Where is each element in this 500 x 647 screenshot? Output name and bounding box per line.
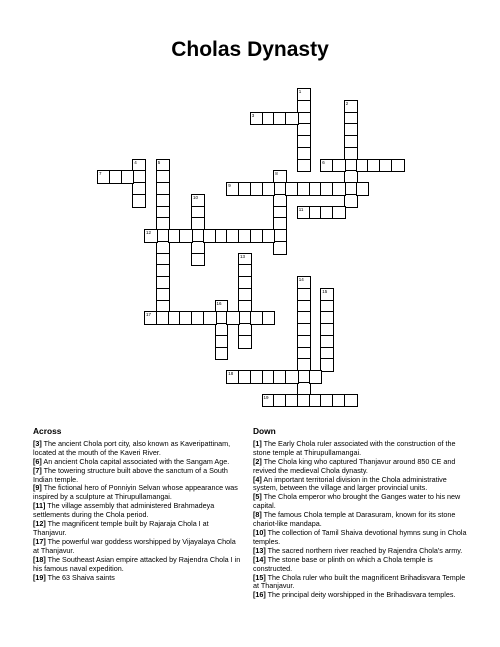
clue-number: [6] [33,456,42,466]
clue-number: [8] [253,510,262,520]
clue-text: The towering structure built above the sanctum of a South Indian temple. [33,465,228,484]
grid-cell[interactable] [144,229,158,243]
across-clue [33,484,243,502]
grid-cell[interactable] [203,311,217,325]
down-clue [253,529,469,547]
clue-text: The collection of Tamil Shaiva devotional hymns sung in Chola temples. [253,527,467,546]
clue-number: [17] [33,536,46,546]
grid-cell[interactable] [344,394,358,408]
clue-text: The principal deity worshipped in the Brihadisvara temples. [267,590,456,600]
cell-number: 12 [146,230,152,235]
down-heading: Down [253,426,276,436]
grid-cell[interactable] [262,311,276,325]
cell-number: 7 [99,171,102,177]
grid-cell[interactable] [262,229,276,243]
across-clue [33,520,243,538]
across-clue-list [33,440,243,583]
grid-cell[interactable] [320,358,334,372]
grid-cell[interactable] [356,182,370,196]
cell-number: 1 [298,89,302,94]
clue-text: The Chola emperor who brought the Ganges water to his new capital. [253,492,461,511]
clue-number: [1] [253,438,262,448]
across-clue [33,556,243,574]
grid-cell[interactable] [332,182,346,196]
clue-text: The fictional hero of Ponniyin Selvan whose appearance was inspired by a sculpture at Thirupullamangai. [33,483,238,502]
clue-text: The Early Chola ruler associated with the construction of the stone temple at Thirupullamangai. [253,438,456,457]
grid-cell[interactable] [391,159,405,173]
down-clues [253,427,469,600]
grid-cell[interactable] [215,347,229,361]
clue-number: [14] [253,554,266,564]
grid-cell[interactable] [238,335,252,349]
clue-number: [19] [33,572,46,582]
puzzle-title: Cholas Dynasty [171,38,329,61]
clue-number: [18] [33,554,46,564]
clue-number: [9] [33,483,42,493]
clue-number: [15] [253,572,266,582]
clue-number: [10] [253,527,266,537]
cell-number: 11 [298,206,304,212]
clue-number: [11] [33,501,46,511]
down-clue [253,458,469,476]
clue-text: The ancient Chola port city, also known as Kaveripattinam, located at the mouth of the Kaveri River. [33,438,231,457]
across-clue [33,574,243,583]
across-clue [33,538,243,556]
clue-text: The Southeast Asian empire attacked by Rajendra Chola I in his famous naval expedition. [33,554,241,573]
down-clue [253,574,469,592]
clue-text: The powerful war goddess worshipped by Vijayalaya Chola at Thanjavur. [33,536,236,555]
across-clue [33,502,243,520]
across-heading: Across [33,426,62,436]
cell-number: 3 [251,112,255,118]
cell-number: 10 [193,194,199,200]
grid-cell[interactable] [262,182,276,196]
down-clue [253,511,469,529]
cell-number: 8 [275,171,278,177]
clue-text: An important territorial division in the Chola administrative system, between the village and larger provincial units. [253,474,447,493]
cell-number: 18 [228,371,234,376]
cell-number: 19 [263,394,269,400]
cell-number: 14 [298,277,304,282]
grid-cell[interactable] [132,194,146,208]
clue-text: The stone base or plinth on which a Chola temple is constructed. [253,554,433,573]
grid-cell[interactable] [179,229,193,243]
grid-cell[interactable] [332,206,346,220]
grid-cell[interactable] [226,311,240,325]
clue-text: The magnificent temple built by Rajaraja Chola I at Thanjavur. [33,519,209,537]
grid-cell[interactable] [285,112,299,126]
clue-number: [2] [253,456,262,466]
down-clue [253,556,469,574]
grid-cell[interactable] [332,159,346,173]
clue-text: The 63 Shaiva saints [47,572,115,582]
clue-number: [16] [253,590,266,600]
grid-cell[interactable] [121,170,135,184]
cell-number: 2 [345,100,349,106]
clue-text: The Chola ruler who built the magnificent Brihadisvara Temple at Thanjavur. [253,572,466,591]
down-clue [253,591,469,600]
cell-number: 17 [146,312,152,318]
cell-number: 5 [157,159,161,165]
clue-text: An ancient Chola capital associated with the Sangam Age. [43,456,230,466]
clue-text: The sacred northern river reached by Rajendra Chola's army. [267,545,463,555]
clue-number: [13] [253,545,266,555]
cell-number: 13 [240,253,246,259]
cell-number: 4 [134,159,137,165]
clue-text: The famous Chola temple at Darasuram, known for its stone chariot-like mandapa. [253,510,456,529]
across-clues [33,427,243,582]
clue-number: [12] [33,519,46,529]
down-clue [253,476,469,494]
clue-number: [5] [253,492,262,502]
grid-cell[interactable] [344,194,358,208]
grid-cell[interactable] [297,159,311,173]
across-clue [33,440,243,458]
grid-cell[interactable] [273,241,287,255]
cell-number: 6 [322,159,325,165]
grid-cell[interactable] [309,370,323,384]
cell-number: 16 [216,300,222,306]
cell-number: 9 [228,183,231,188]
clue-text: The Chola king who captured Thanjavur around 850 CE and revived the medieval Chola dynasty. [253,456,456,475]
down-clue-list [253,440,469,600]
clue-number: [4] [253,474,262,484]
across-clue [33,467,243,485]
clue-number: [3] [33,438,42,448]
grid-cell[interactable] [285,370,299,384]
down-clue [253,440,469,458]
clue-text: The village assembly that administered Brahmadeya settlements during the Chola period. [33,501,215,520]
cell-number: 15 [322,288,328,294]
clue-number: [7] [33,465,42,475]
down-clue [253,493,469,511]
grid-cell[interactable] [191,253,205,267]
